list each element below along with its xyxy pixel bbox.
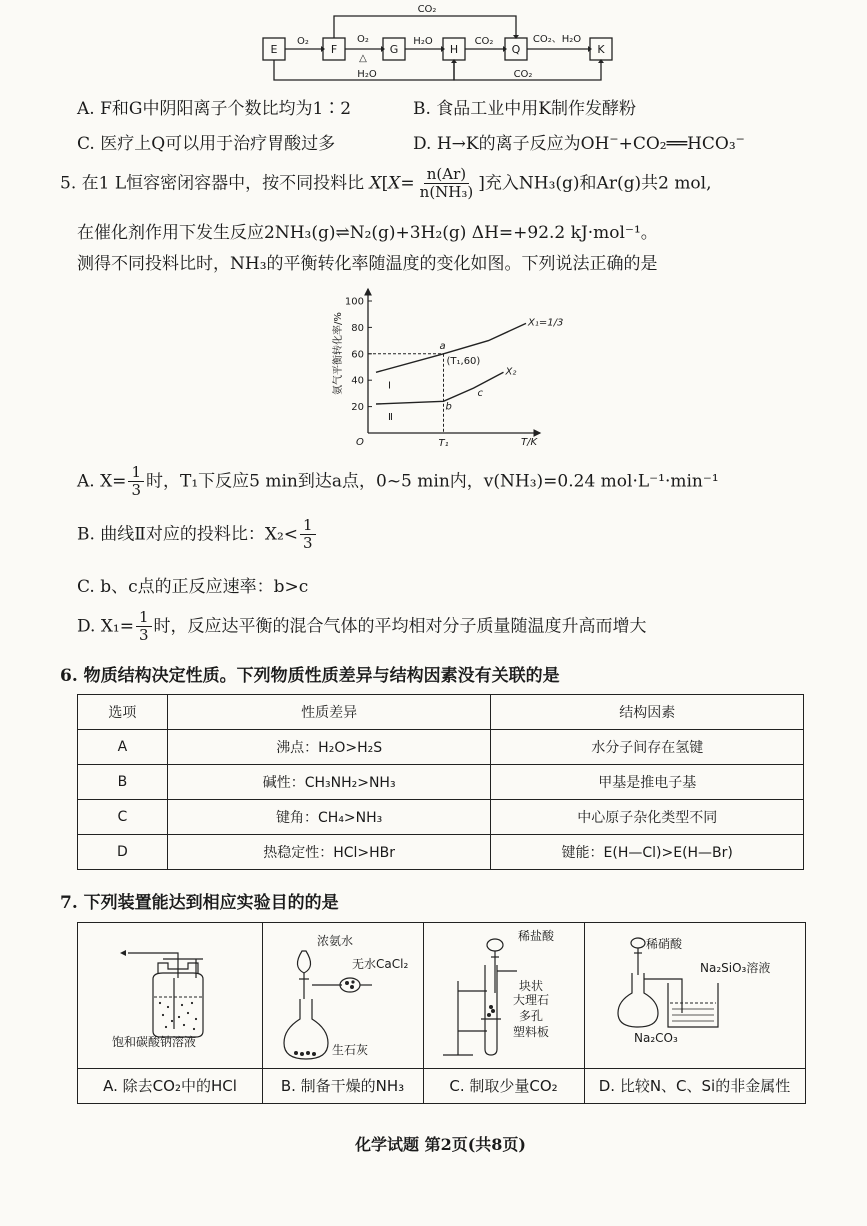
apparatus-c-caption: C. 制取少量CO₂ — [423, 1068, 584, 1103]
flow-label-o2-1: O₂ — [297, 36, 309, 47]
q5-ratio-den: n(NH₃) — [419, 183, 474, 202]
page-footer: 化学试题 第2页(共8页) — [355, 1135, 526, 1154]
q5-line1-suffix: ]充入NH₃(g)和Ar(g)共2 mol, — [478, 173, 712, 194]
flow-diagram — [255, 0, 635, 86]
apparatus-d-caption: D. 比较N、C、Si的非金属性 — [584, 1068, 805, 1103]
table-cell: C — [78, 800, 168, 835]
q5-option-d-prefix: D. X₁= — [77, 616, 134, 637]
frac-num: 1 — [136, 609, 152, 627]
y-tick-label: 40 — [351, 375, 364, 387]
point-a-annotation: (T₁,60) — [446, 355, 481, 367]
table-header-row — [78, 695, 804, 730]
flask-beaker-icon — [610, 933, 760, 1043]
flow-node-f: F — [330, 43, 338, 56]
table-cell: 水分子间存在氢键 — [491, 730, 804, 765]
table-cell: 键角：CH₄>NH₃ — [167, 800, 491, 835]
q5-ratio-num: n(Ar) — [424, 166, 469, 184]
table-cell: 热稳定性：HCl>HBr — [167, 835, 491, 870]
q5-option-a — [77, 464, 719, 500]
y-tick-label: 20 — [351, 402, 364, 414]
table-row — [78, 800, 804, 835]
apparatus-d-label-hno3: 稀硝酸 — [646, 937, 683, 951]
table-header: 性质差异 — [167, 695, 491, 730]
q7-title: 7. 下列装置能达到相应实验目的的是 — [60, 893, 339, 913]
q4-option-b: B. 食品工业中用K制作发酵粉 — [413, 99, 636, 119]
apparatus-c-label-porous: 多孔 — [519, 1009, 544, 1023]
table-row — [78, 835, 804, 870]
q5-option-c: C. b、c点的正反应速率：b>c — [77, 577, 309, 597]
table-header: 选项 — [78, 695, 168, 730]
q5-option-b-text: B. 曲线Ⅱ对应的投料比：X₂< — [77, 524, 299, 545]
apparatus-c-label-marble: 大理石 — [513, 993, 550, 1007]
apparatus-d-label-na2co3: Na₂CO₃ — [634, 1031, 678, 1045]
apparatus-d — [584, 923, 805, 1103]
series-1-label: X₁=1/3 — [528, 317, 564, 329]
origin-label: O — [356, 437, 364, 448]
table-row — [78, 730, 804, 765]
q5-option-a-prefix: A. X= — [77, 471, 127, 492]
flow-label-h2o-bottom: H₂O — [357, 69, 377, 80]
q6-table — [77, 694, 804, 870]
apparatus-b-label-ammonia: 浓氨水 — [317, 934, 354, 948]
q5-option-d — [77, 609, 647, 645]
series-2-roman: Ⅱ — [388, 411, 393, 423]
y-tick-label: 100 — [344, 296, 364, 308]
frac-den: 3 — [131, 481, 141, 500]
q4-option-c: C. 医疗上Q可以用于治疗胃酸过多 — [77, 134, 336, 154]
table-header: 结构因素 — [491, 695, 804, 730]
q5-option-a-text: 时，T₁下反应5 min到达a点，0~5 min内，v(NH₃)=0.24 mol·L⁻¹·min⁻¹ — [145, 471, 719, 492]
apparatus-b-label-cacl2: 无水CaCl₂ — [352, 957, 409, 971]
point-a-label: a — [439, 340, 446, 352]
y-axis-label: 氨气平衡转化率/% — [333, 312, 344, 395]
q5-option-b — [77, 517, 318, 553]
flow-label-co2-1: CO₂ — [474, 36, 494, 47]
table-cell: A — [78, 730, 168, 765]
table-cell: B — [78, 765, 168, 800]
frac-den: 3 — [303, 534, 313, 553]
q5-line1-prefix: 5. 在1 L恒容密闭容器中，按不同投料比 — [60, 173, 365, 194]
apparatus-c-label-hcl: 稀盐酸 — [518, 929, 555, 943]
apparatus-a-caption: A. 除去CO₂中的HCl — [78, 1068, 262, 1103]
q4-option-d-suffix: +CO₂══HCO₃ — [618, 134, 736, 154]
apparatus-a-label: 饱和碳酸钠溶液 — [112, 1035, 197, 1049]
point-b-label: b — [445, 401, 452, 413]
table-cell: 甲基是推电子基 — [491, 765, 804, 800]
flow-label-co2-top: CO₂ — [417, 4, 437, 15]
x-axis-label: T/K — [521, 437, 538, 448]
q5-line1: 5. 在1 L恒容密闭容器中，按不同投料比 X[X= $\frac{n(Ar)}{\text{n(NH₃)}}$ ]充入NH₃(g)和Ar(g)共2 mol, — [60, 165, 712, 202]
q5-line2: 在催化剂作用下发生反应2NH₃(g)⇌N₂(g)+3H₂(g) ΔH=+92.2 kJ·mol⁻¹。 — [77, 223, 658, 243]
q4-option-d: D. H→K的离子反应为OH−+CO₂══HCO₃− — [413, 132, 745, 154]
apparatus-c — [423, 923, 585, 1103]
frac-num: 1 — [128, 464, 144, 482]
series-1-roman: Ⅰ — [388, 380, 391, 392]
apparatus-d-label-na2sio3: Na₂SiO₃溶液 — [700, 961, 771, 975]
apparatus-a — [78, 923, 263, 1103]
table-cell: 中心原子杂化类型不同 — [491, 800, 804, 835]
q4-option-a: A. F和G中阴阳离子个数比均为1∶2 — [77, 99, 352, 119]
table-cell: D — [78, 835, 168, 870]
flow-label-delta: △ — [359, 53, 367, 64]
series-2-line — [376, 372, 504, 404]
table-cell: 沸点：H₂O>H₂S — [167, 730, 491, 765]
table-row — [78, 765, 804, 800]
test-tube-stand-icon — [443, 931, 523, 1061]
table-cell: 碱性：CH₃NH₂>NH₃ — [167, 765, 491, 800]
x-tick-t1: T₁ — [438, 438, 449, 449]
flow-node-e: E — [270, 43, 278, 56]
flow-node-h: H — [449, 43, 459, 56]
series-2-label: X₂ — [505, 366, 517, 378]
flow-label-co2-bottom: CO₂ — [513, 69, 533, 80]
y-tick-label: 60 — [351, 349, 364, 361]
frac-num: 1 — [300, 517, 316, 535]
apparatus-b — [262, 923, 424, 1103]
apparatus-c-label-plate: 塑料板 — [513, 1025, 550, 1039]
frac-den: 3 — [139, 626, 149, 645]
q5-line3: 测得不同投料比时，NH₃的平衡转化率随温度的变化如图。下列说法正确的是 — [77, 254, 658, 274]
flow-label-o2-2: O₂ — [357, 34, 369, 45]
apparatus-b-caption: B. 制备干燥的NH₃ — [262, 1068, 423, 1103]
table-cell: 键能：E(H—Cl)>E(H—Br) — [491, 835, 804, 870]
apparatus-b-label-quicklime: 生石灰 — [332, 1043, 369, 1057]
flow-label-h2o-1: H₂O — [413, 36, 433, 47]
flow-node-k: K — [597, 43, 605, 56]
point-c-label: c — [477, 388, 483, 400]
q5-chart — [325, 283, 564, 453]
flow-node-g: G — [389, 43, 399, 56]
q7-apparatus-table — [77, 922, 806, 1104]
flow-node-q: Q — [511, 43, 521, 56]
q5-option-d-text: 时，反应达平衡的混合气体的平均相对分子质量随温度升高而增大 — [153, 616, 647, 637]
apparatus-c-label-lump: 块状 — [519, 979, 544, 993]
q4-option-d-prefix: D. H→K的离子反应为OH — [413, 134, 610, 154]
q6-title: 6. 物质结构决定性质。下列物质性质差异与结构因素没有关联的是 — [60, 666, 560, 686]
y-tick-label: 80 — [351, 322, 364, 334]
gas-washing-bottle-icon — [108, 933, 238, 1043]
flow-label-co2-h2o: CO₂、H₂O — [532, 34, 582, 45]
